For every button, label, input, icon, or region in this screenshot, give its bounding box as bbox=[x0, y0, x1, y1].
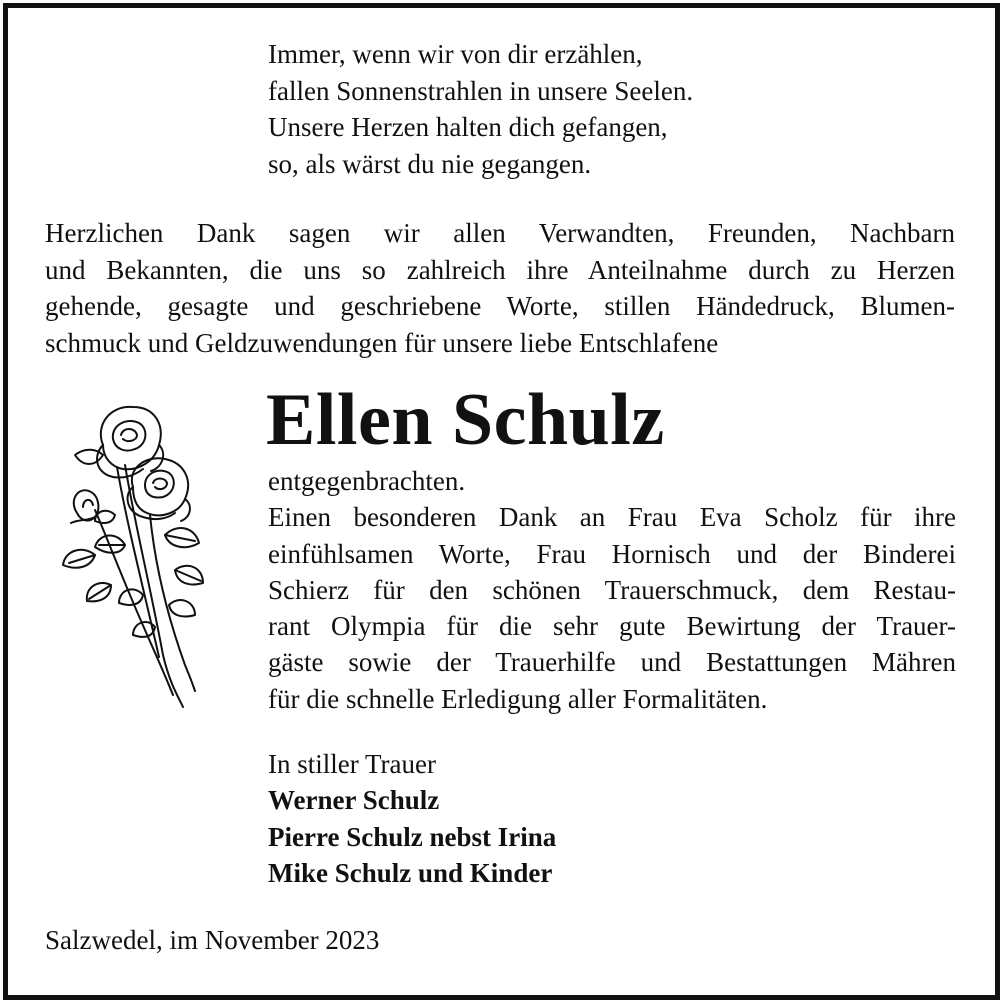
mourner-name: Werner Schulz bbox=[268, 785, 440, 816]
body-line: für die schnelle Erledigung aller Formalitäten. bbox=[268, 683, 768, 714]
poem-line: Immer, wenn wir von dir erzählen, bbox=[268, 39, 643, 69]
body-line: entgegenbrachten. bbox=[268, 466, 466, 496]
body-line: gäste sowie der Trauerhilfe und Bestattungen Mähren bbox=[268, 647, 956, 678]
signature-intro: In stiller Trauer bbox=[268, 749, 436, 779]
mourner-name: Mike Schulz und Kinder bbox=[268, 857, 553, 888]
body-line: rant Olympia für die sehr gute Bewirtung der Trauer- bbox=[268, 611, 956, 642]
thanks-paragraph bbox=[45, 215, 955, 361]
place-date: Salzwedel, im November 2023 bbox=[45, 925, 380, 955]
poem-line: so, als wärst du nie gegangen. bbox=[268, 148, 592, 179]
poem-line: Unsere Herzen halten dich gefangen, bbox=[268, 112, 668, 142]
thanks-line: Herzlichen Dank sagen wir allen Verwandten, Freunden, Nachbarn bbox=[45, 218, 955, 248]
thanks-details bbox=[268, 463, 956, 717]
poem-line: fallen Sonnenstrahlen in unsere Seelen. bbox=[268, 75, 694, 106]
body-line: einfühlsamen Worte, Frau Hornisch und der Binderei bbox=[268, 538, 956, 569]
signature-block bbox=[268, 746, 556, 891]
body-line: Schierz für den schönen Trauerschmuck, dem Restau- bbox=[268, 574, 956, 605]
mourner-name: Pierre Schulz nebst Irina bbox=[268, 821, 557, 852]
thanks-line: gehende, gesagte und geschriebene Worte, stillen Händedruck, Blumen- bbox=[45, 291, 955, 321]
thanks-line: und Bekannten, die uns so zahlreich ihre Anteilnahme durch zu Herzen bbox=[45, 254, 955, 285]
thanks-line: schmuck und Geldzuwendungen für unsere liebe Entschlafene bbox=[45, 327, 719, 358]
body-line: Einen besonderen Dank an Frau Eva Scholz für ihre bbox=[268, 502, 956, 533]
deceased-name: Ellen Schulz bbox=[266, 379, 665, 461]
rose-icon bbox=[55, 395, 220, 715]
poem bbox=[268, 36, 693, 182]
